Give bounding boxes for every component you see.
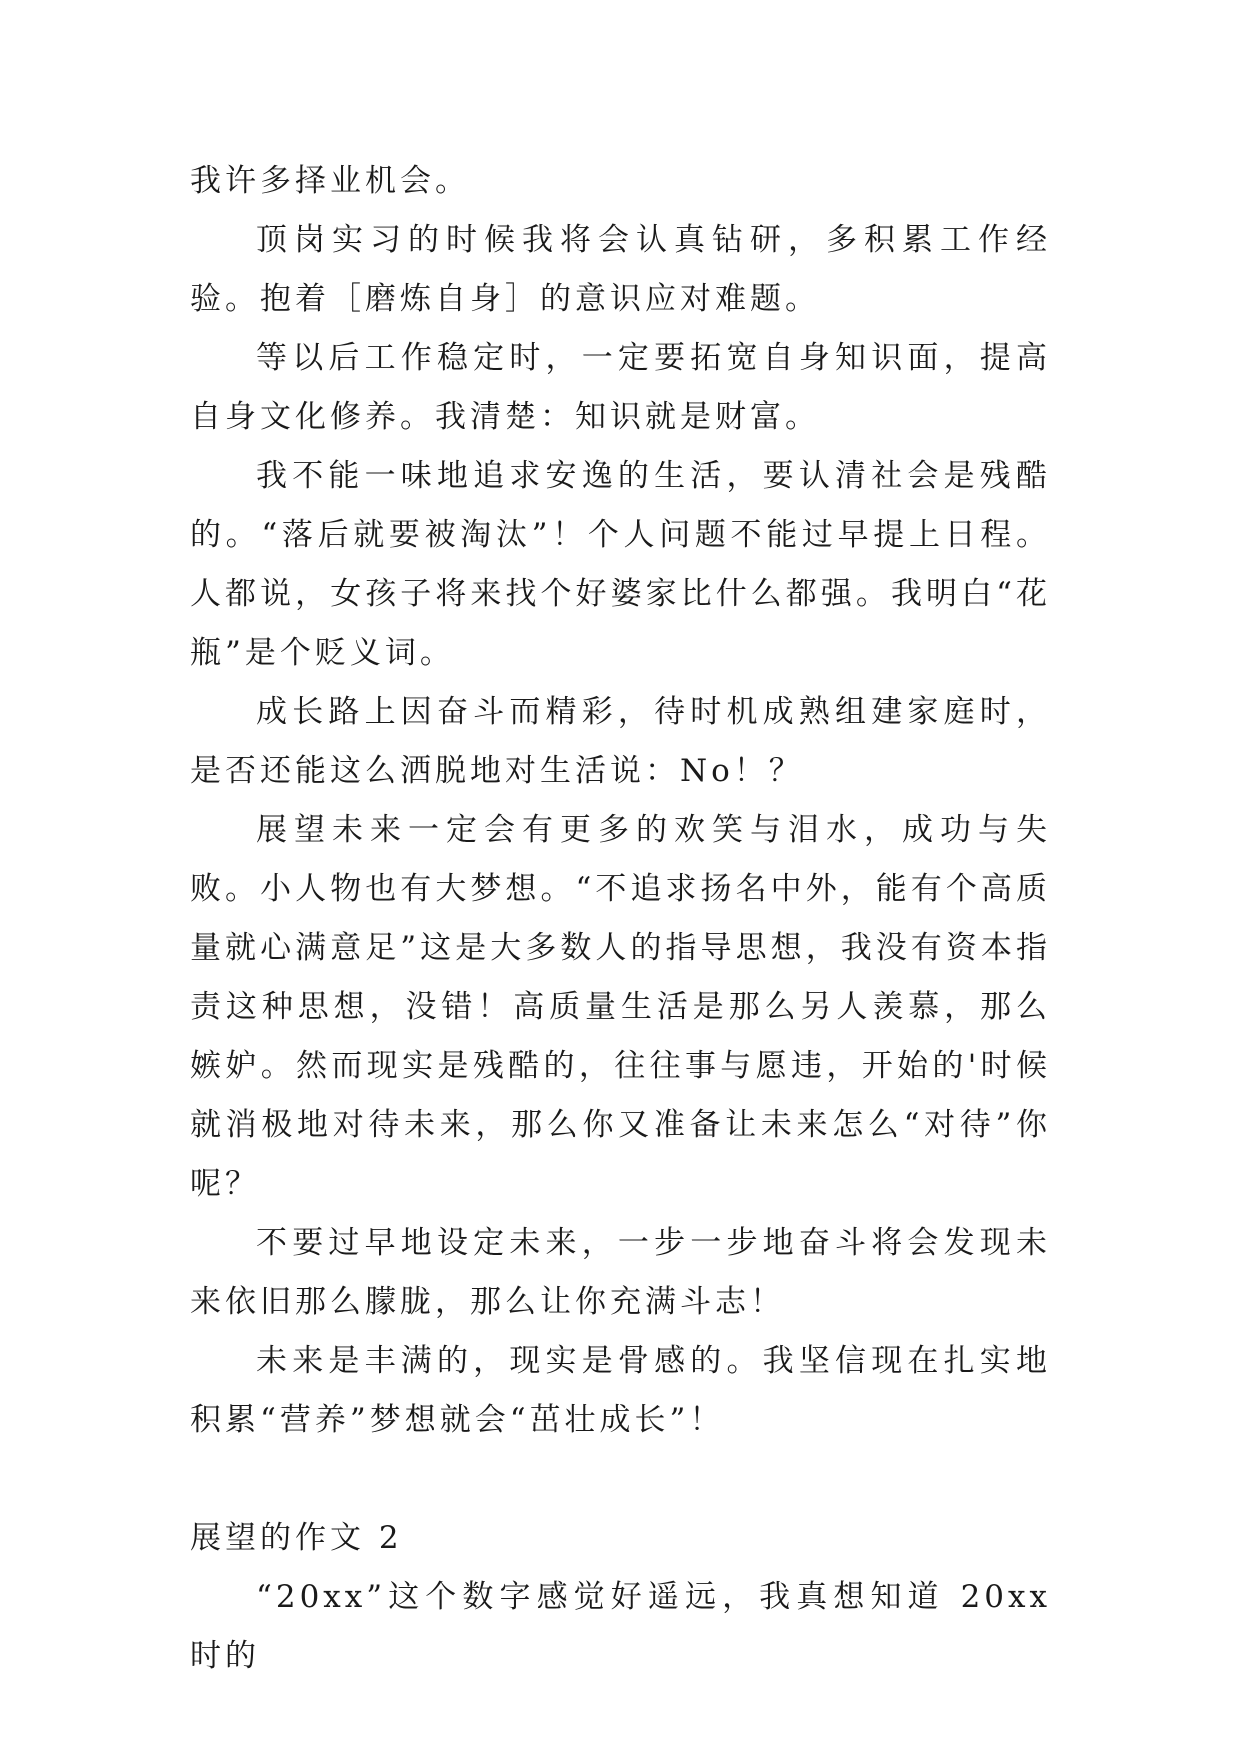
paragraph: “20xx”这个数字感觉好遥远，我真想知道 20xx 时的 [190, 1579, 1051, 1674]
paragraph: 展望未来一定会有更多的欢笑与泪水，成功与失败。小人物也有大梦想。“不追求扬名中外，能有个高质量就心满意足”这是大多数人的指导思想，我没有资本指责这种思想，没错！高质量生活是那么另人羡慕，那么嫉妒。然而现实是残酷的，往往事与愿违，开始的'时候就消极地对待未来，那么你又准备让未来怎么“对待”你呢？ [190, 812, 1051, 1202]
paragraph: 未来是丰满的，现实是骨感的。我坚信现在扎实地积累“营养”梦想就会“茁壮成长”！ [190, 1343, 1051, 1438]
paragraph: 我不能一味地追求安逸的生活，要认清社会是残酷的。“落后就要被淘汰”！个人问题不能过早提上日程。人都说，女孩子将来找个好婆家比什么都强。我明白“花瓶”是个贬义词。 [190, 458, 1051, 671]
paragraph: 成长路上因奋斗而精彩，待时机成熟组建家庭时，是否还能这么洒脱地对生活说：No！？ [190, 694, 1051, 789]
paragraph: 不要过早地设定未来，一步一步地奋斗将会发现未来依旧那么朦胧，那么让你充满斗志！ [190, 1225, 1051, 1320]
paragraph: 等以后工作稳定时，一定要拓宽自身知识面，提高自身文化修养。我清楚：知识就是财富。 [190, 340, 1051, 435]
paragraph: 我许多择业机会。 [190, 163, 470, 199]
section-title: 展望的作文 2 [190, 1520, 403, 1556]
paragraph: 顶岗实习的时候我将会认真钻研，多积累工作经验。抱着［磨炼自身］的意识应对难题。 [190, 222, 1051, 317]
